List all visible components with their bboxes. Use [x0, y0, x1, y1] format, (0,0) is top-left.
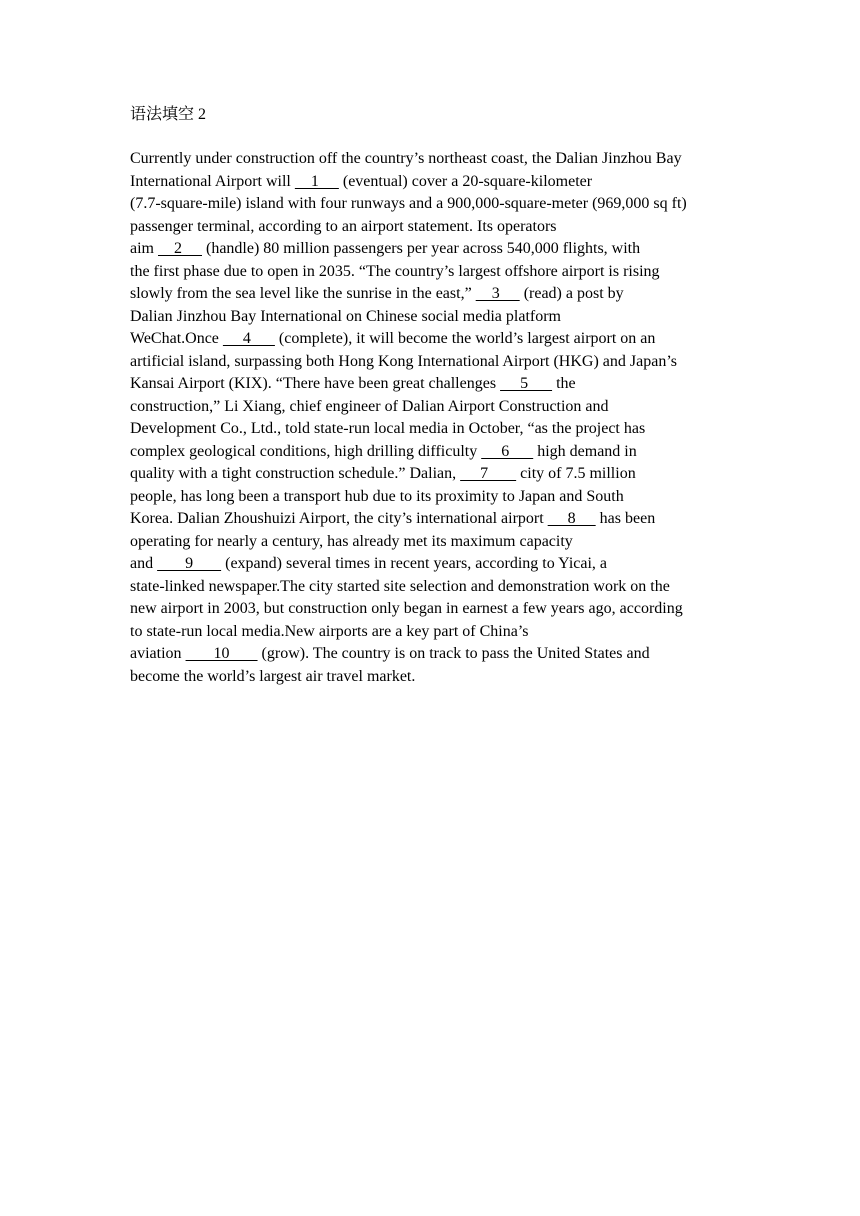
passage-line	[130, 216, 750, 239]
passage-text-segment: and	[130, 555, 158, 572]
passage-text-segment: city of 7.5 million	[516, 465, 636, 482]
answer-blank: 9	[157, 555, 222, 572]
passage-line	[130, 306, 750, 329]
passage-text-segment: Korea. Dalian Zhoushuizi Airport, the city’s international airport	[130, 510, 548, 527]
passage-text-segment: aviation	[130, 645, 186, 662]
passage-text-segment: people, has long been a transport hub due to its proximity to Japan and South	[130, 487, 624, 505]
answer-blank: 2	[158, 240, 202, 257]
answer-blank: 8	[547, 510, 596, 527]
passage-line	[130, 283, 750, 306]
passage-text-segment: WeChat.Once	[130, 330, 223, 347]
passage-text-segment: to state-run local media.New airports are a key part of China’s	[130, 622, 529, 640]
passage-line	[130, 441, 750, 464]
passage-line	[130, 238, 750, 261]
passage-text-segment: Kansai Airport (KIX). “There have been great challenges	[130, 375, 501, 392]
passage-text-segment: state-linked newspaper.The city started site selection and demonstration work on the	[130, 577, 670, 595]
passage-line	[130, 643, 750, 666]
passage-text-segment: operating for nearly a century, has already met its maximum capacity	[130, 532, 573, 550]
passage-text-segment: artificial island, surpassing both Hong Kong International Airport (HKG) and Japan’s	[130, 352, 677, 370]
passage-line	[130, 261, 750, 284]
passage-line	[130, 666, 750, 689]
passage-text-segment: (handle) 80 million passengers per year across 540,000 flights, with	[202, 240, 641, 257]
passage-line	[130, 598, 750, 621]
passage-text-segment: Currently under construction off the country’s northeast coast, the Dalian Jinzhou Bay	[130, 150, 682, 167]
answer-blank: 4	[222, 330, 275, 347]
answer-blank: 7	[460, 465, 517, 482]
passage-line	[130, 508, 750, 531]
passage-text-segment: has been	[595, 510, 656, 527]
passage-line	[130, 373, 750, 396]
passage-text-segment: aim	[130, 240, 158, 257]
passage-text-segment: (eventual) cover a 20-square-kilometer	[338, 172, 593, 190]
answer-blank: 5	[500, 375, 553, 392]
passage-line	[130, 621, 750, 644]
passage-text-segment: International Airport will	[130, 172, 295, 190]
passage-text	[130, 148, 750, 688]
exercise-heading: 语法填空 2	[130, 106, 207, 123]
answer-blank: 1	[294, 172, 339, 190]
passage-text-segment: Dalian Jinzhou Bay International on Chinese social media platform	[130, 307, 561, 325]
passage-line	[130, 486, 750, 509]
passage-text-segment: quality with a tight construction schedule.” Dalian,	[130, 465, 461, 482]
passage-text-segment: (complete), it will become the world’s largest airport on an	[274, 330, 656, 347]
passage-text-segment: the first phase due to open in 2035. “The country’s largest offshore airport is rising	[130, 262, 660, 280]
answer-blank: 10	[185, 645, 258, 662]
passage-text-segment: slowly from the sea level like the sunrise in the east,”	[130, 285, 476, 302]
passage-text-segment: new airport in 2003, but construction only began in earnest a few years ago, according	[130, 600, 683, 617]
passage-text-segment: (7.7-square-mile) island with four runways and a 900,000-square-meter (969,000 sq ft)	[130, 195, 687, 212]
passage-line	[130, 553, 750, 576]
passage-line	[130, 171, 750, 194]
passage-text-segment: complex geological conditions, high drilling difficulty	[130, 442, 482, 460]
passage-text-segment: the	[552, 375, 576, 392]
passage-text-segment: passenger terminal, according to an airport statement. Its operators	[130, 217, 557, 235]
passage-line	[130, 463, 750, 486]
passage-text-segment: Development Co., Ltd., told state-run local media in October, “as the project has	[130, 420, 646, 437]
passage-text-segment: become the world’s largest air travel market.	[130, 667, 416, 685]
passage-text-segment: high demand in	[533, 442, 637, 460]
passage-line	[130, 576, 750, 599]
passage-text-segment: (expand) several times in recent years, according to Yicai, a	[221, 555, 608, 572]
passage-text-segment: (grow). The country is on track to pass the United States and	[257, 645, 650, 662]
passage-line	[130, 193, 750, 216]
passage-line	[130, 531, 750, 554]
passage-line	[130, 396, 750, 419]
passage-text-segment: construction,” Li Xiang, chief engineer of Dalian Airport Construction and	[130, 397, 609, 415]
passage-line	[130, 351, 750, 374]
passage-line	[130, 148, 750, 171]
passage-line	[130, 418, 750, 441]
answer-blank: 3	[475, 285, 520, 302]
passage-text-segment: (read) a post by	[519, 285, 624, 302]
passage-line	[130, 328, 750, 351]
answer-blank: 6	[481, 442, 534, 460]
